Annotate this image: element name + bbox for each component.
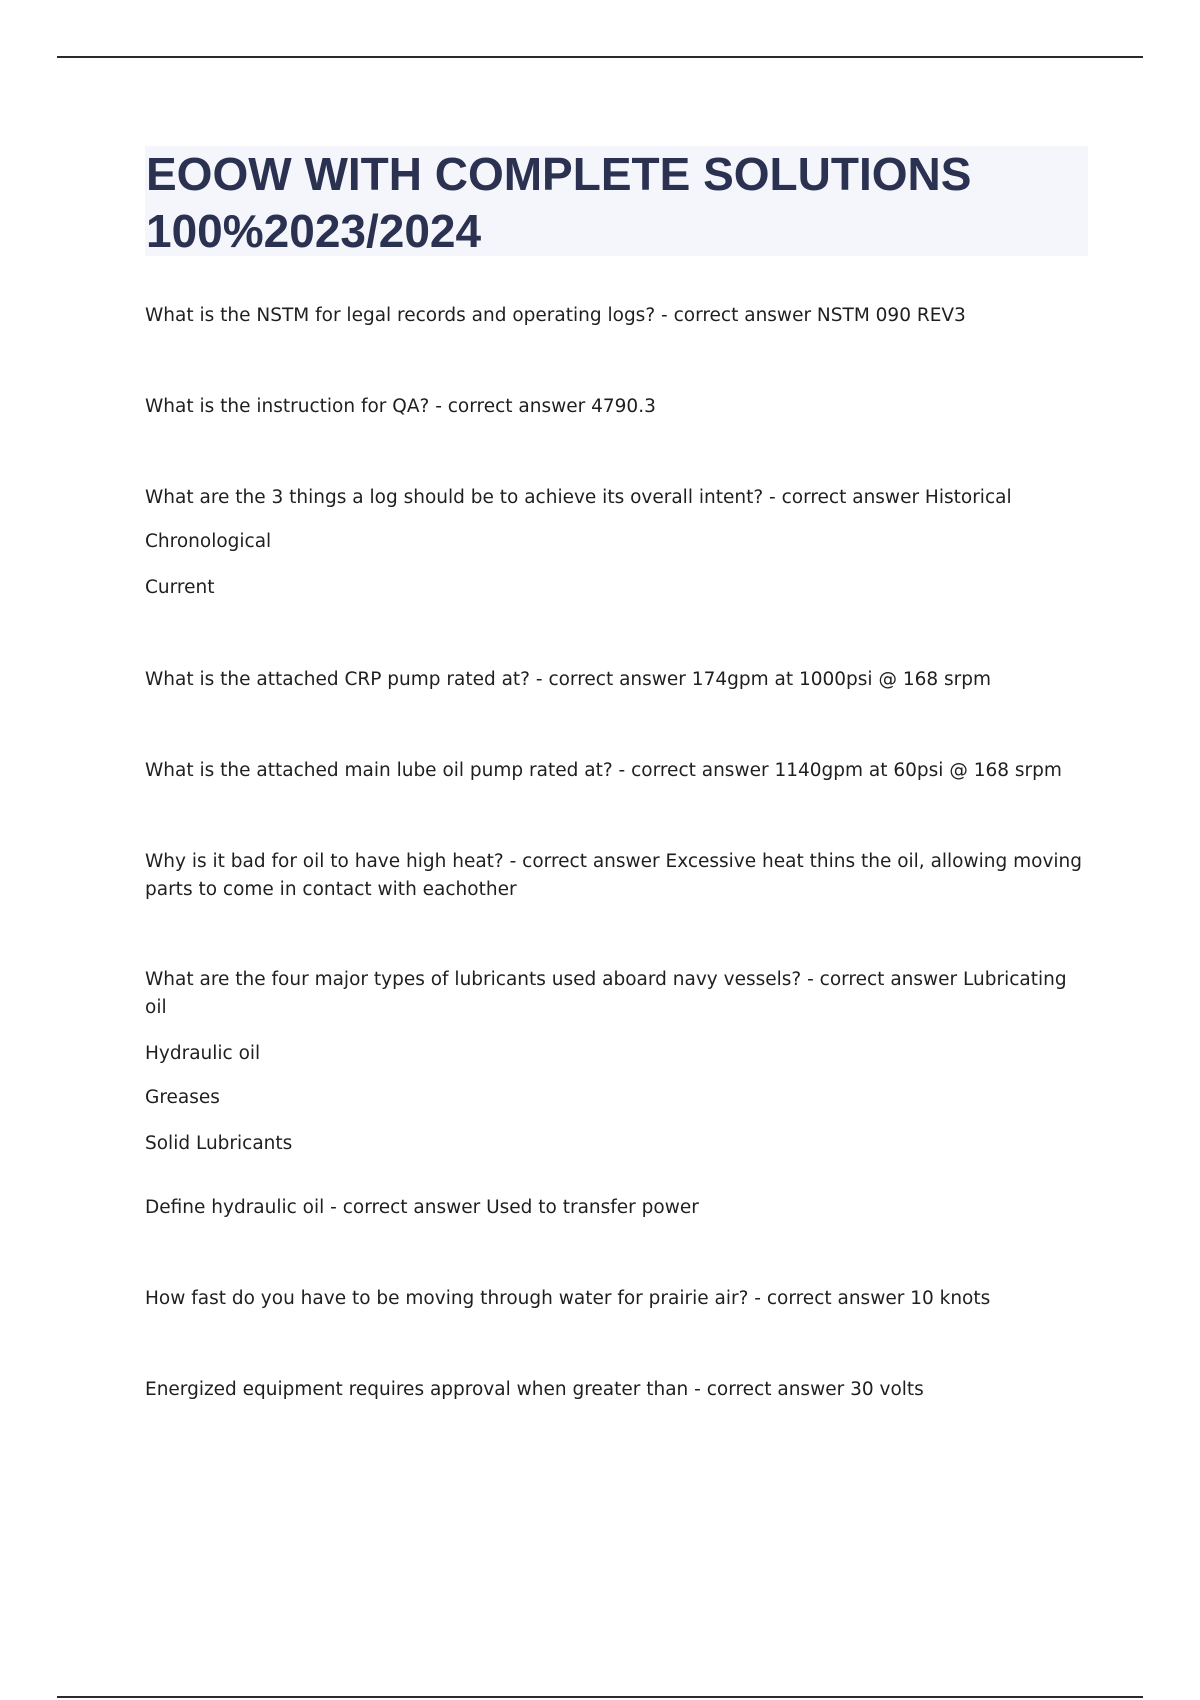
bottom-rule: [57, 1696, 1143, 1698]
qa-extra-line: Solid Lubricants: [145, 1133, 293, 1154]
qa-item-8: [145, 1194, 1085, 1222]
qa-text: Energized equipment requires approval when greater than - correct answer 30 volts: [145, 1379, 924, 1400]
qa-text: How fast do you have to be moving through water for prairie air? - correct answer 10 knots: [145, 1288, 991, 1309]
qa-extra-line: Chronological: [145, 531, 272, 552]
qa-extra-line: Current: [145, 577, 215, 598]
qa-text: Define hydraulic oil - correct answer Used to transfer power: [145, 1197, 699, 1218]
qa-item-1: [145, 302, 1085, 330]
qa-text: What are the four major types of lubricants used aboard navy vessels? - correct answer Lubricating oil: [145, 969, 1067, 1018]
qa-item-10: [145, 1376, 1085, 1404]
qa-extra-line: Hydraulic oil: [145, 1043, 261, 1064]
top-rule: [57, 56, 1143, 58]
qa-item-4: [145, 666, 1085, 694]
qa-extra-line: Greases: [145, 1087, 220, 1108]
qa-text: What is the attached CRP pump rated at? - correct answer 174gpm at 1000psi @ 168 srpm: [145, 669, 992, 690]
qa-item-3: [145, 484, 1085, 602]
qa-text: What are the 3 things a log should be to achieve its overall intent? - correct answer Historical: [145, 487, 1012, 508]
page-title: EOOW WITH COMPLETE SOLUTIONS 100%2023/2024: [146, 148, 972, 257]
qa-text: What is the NSTM for legal records and operating logs? - correct answer NSTM 090 REV3: [145, 305, 966, 326]
qa-text: What is the instruction for QA? - correct answer 4790.3: [145, 396, 656, 417]
qa-item-2: [145, 393, 1085, 421]
qa-item-7: [145, 966, 1085, 1158]
qa-text: Why is it bad for oil to have high heat? - correct answer Excessive heat thins the oil, allowing moving parts to come in contact with eachother: [145, 851, 1083, 900]
qa-item-9: [145, 1285, 1085, 1313]
qa-text: What is the attached main lube oil pump rated at? - correct answer 1140gpm at 60psi @ 168 srpm: [145, 760, 1062, 781]
qa-item-5: [145, 757, 1085, 785]
qa-item-6: [145, 848, 1085, 904]
